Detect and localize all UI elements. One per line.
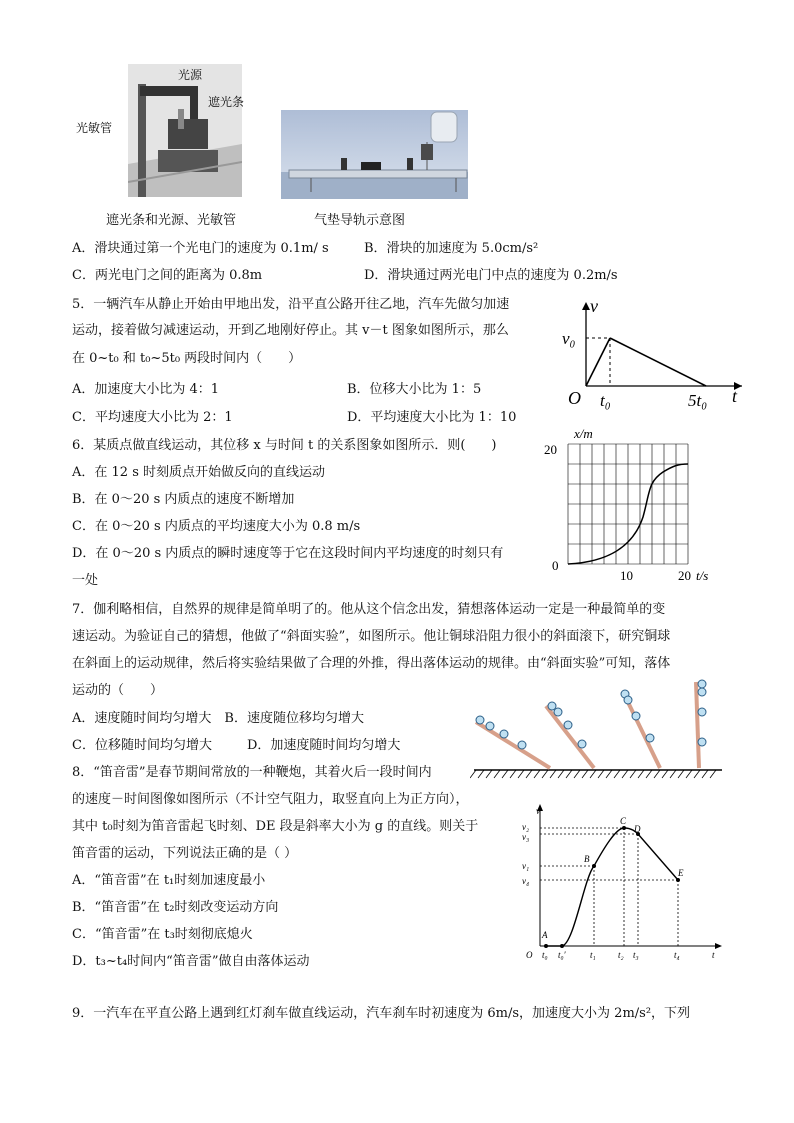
light-gate-illustration <box>128 64 245 197</box>
q5-graph-v-label: v <box>590 296 598 316</box>
q6-xt-graph <box>538 422 722 584</box>
q8-option-d[interactable]: D．t₃~t₄时间内“笛音雷”做自由落体运动 <box>72 954 310 969</box>
q7-option-d[interactable]: D．加速度随时间均匀增大 <box>247 738 401 753</box>
q4-option-a[interactable]: A．滑块通过第一个光电门的速度为 0.1m/ s <box>72 241 329 256</box>
q5-stem-line-2: 运动，接着做匀减速运动，开到乙地刚好停止。其 v－t 图象如图所示，那么 <box>72 323 509 338</box>
photo-air-track <box>281 110 468 199</box>
q6-option-c[interactable]: C．在 0～20 s 内质点的平均速度大小为 0.8 m/s <box>72 519 361 534</box>
q4-option-b[interactable]: B．滑块的加速度为 5.0cm/s² <box>364 241 539 256</box>
q7-option-a-b[interactable]: A．速度随时间均匀增大 B．速度随位移均匀增大 <box>72 711 364 726</box>
q4-option-c[interactable]: C．两光电门之间的距离为 0.8m <box>72 268 263 283</box>
q5-graph-v0-label: v₀ <box>562 329 576 348</box>
q8-graph-point-c: C <box>620 816 627 826</box>
q8-vt-graph <box>516 798 726 962</box>
incline-3 <box>621 690 660 768</box>
q5-option-c[interactable]: C．平均速度大小比为 2：1 <box>72 410 233 425</box>
q6-graph-x-tick-10: 10 <box>620 568 633 583</box>
q6-graph-y-label: x/m <box>574 426 593 441</box>
incline-4 <box>696 680 706 768</box>
q8-vt-curve <box>546 828 678 946</box>
q4-option-d[interactable]: D．滑块通过两光电门中点的速度为 0.2m/s <box>364 268 618 283</box>
q6-stem: 6．某质点做直线运动，其位移 x 与时间 t 的关系图象如图所示．则( ) <box>72 438 497 453</box>
q8-stem-line-1: 8．“笛音雷”是春节期间常放的一种鞭炮，其着火后一段时间内 <box>72 765 432 780</box>
q6-graph-x-tick-20: 20 <box>678 568 691 583</box>
label-shade-strip: 遮光条 <box>208 95 245 109</box>
q5-graph-o-label: O <box>568 388 581 408</box>
incline-1 <box>476 716 550 768</box>
q6-option-a[interactable]: A．在 12 s 时刻质点开始做反向的直线运动 <box>72 465 325 480</box>
q6-graph-y-tick-20: 20 <box>544 442 557 457</box>
q8-graph-v1: v₁ <box>522 861 530 871</box>
q7-stem-line-1: 7．伽利略相信，自然界的规律是简单明了的。他从这个信念出发，猜想落体运动一定是一种最简单的变 <box>72 602 666 617</box>
q8-option-b[interactable]: B．“笛音雷”在 t₂时刻改变运动方向 <box>72 900 279 915</box>
q8-graph-v4: v₄ <box>522 876 530 886</box>
q5-graph-t-label: t <box>732 386 738 406</box>
q8-graph-t: t <box>712 950 715 960</box>
q5-stem-line-3: 在 0~t₀ 和 t₀~5t₀ 两段时间内（ ） <box>72 351 302 366</box>
q7-stem-line-4: 运动的（ ） <box>72 683 164 698</box>
q6-option-d[interactable]: D．在 0～20 s 内质点的瞬时速度等于它在这段时间内平均速度的时刻只有 <box>72 546 504 561</box>
q8-graph-point-a: A <box>542 930 548 940</box>
q6-graph-x-label: t/s <box>696 568 709 583</box>
q8-graph-t0: t₀ <box>542 950 548 960</box>
q5-graph-5t0-label: 5t₀ <box>688 391 708 410</box>
q7-incline-figure <box>470 676 730 780</box>
q5-vt-graph <box>560 294 750 414</box>
q8-graph-point-b: B <box>584 854 590 864</box>
q8-graph-t2: t₂ <box>618 950 624 960</box>
q8-graph-point-d: D <box>634 824 641 834</box>
q9-stem: 9．一汽车在平直公路上遇到红灯刹车做直线运动，汽车刹车时初速度为 6m/s，加速度大小为 2m/s²，下列 <box>72 1006 691 1021</box>
q8-graph-t0-prime: t₀′ <box>558 950 566 960</box>
q5-graph-t0-label: t₀ <box>600 391 611 410</box>
caption-air-track: 气垫导轨示意图 <box>314 213 406 228</box>
q5-option-b[interactable]: B．位移大小比为 1：5 <box>347 382 482 397</box>
q6-option-b[interactable]: B．在 0～20 s 内质点的速度不断增加 <box>72 492 295 507</box>
q8-stem-line-2: 的速度－时间图像如图所示（不计空气阻力，取竖直向上为正方向）， <box>72 792 469 807</box>
photo-light-gate <box>128 64 245 197</box>
q8-graph-v: v <box>536 806 540 816</box>
q8-stem-line-3: 其中 t₀时刻为笛音雷起飞时刻、DE 段是斜率大小为 g 的直线。则关于 <box>72 819 479 834</box>
air-track-illustration <box>281 110 468 199</box>
caption-light-gate: 遮光条和光源、光敏管 <box>106 213 237 228</box>
q8-option-c[interactable]: C．“笛音雷”在 t₃时刻彻底熄火 <box>72 927 253 942</box>
q8-graph-point-e: E <box>678 868 684 878</box>
q7-stem-line-3: 在斜面上的运动规律，然后将实验结果做了合理的外推，得出落体运动的规律。由“斜面实验”可知，落体 <box>72 656 671 671</box>
q8-stem-line-4: 笛音雷的运动，下列说法正确的是（ ） <box>72 846 298 861</box>
q5-option-a[interactable]: A．加速度大小比为 4：1 <box>72 382 220 397</box>
q8-option-a[interactable]: A．“笛音雷”在 t₁时刻加速度最小 <box>72 873 266 888</box>
label-photo-tube: 光敏管 <box>76 121 113 135</box>
q8-graph-t4: t₄ <box>674 950 680 960</box>
incline-2 <box>546 702 594 768</box>
q6-option-d-continued: 一处 <box>72 573 99 588</box>
label-light-source: 光源 <box>178 68 203 82</box>
q8-graph-t1: t₁ <box>590 950 596 960</box>
q5-stem-line-1: 5．一辆汽车从静止开始由甲地出发，沿平直公路开往乙地，汽车先做匀加速 <box>72 297 510 312</box>
q8-graph-v2: v₂ <box>522 822 530 832</box>
q8-graph-t3: t₃ <box>633 950 639 960</box>
q8-graph-origin: O <box>526 950 533 960</box>
q6-graph-origin: 0 <box>552 558 559 573</box>
q5-option-d[interactable]: D．平均速度大小比为 1：10 <box>347 410 517 425</box>
q7-option-c[interactable]: C．位移随时间均匀增大 <box>72 738 212 753</box>
q8-graph-v3: v₃ <box>522 832 530 842</box>
q7-stem-line-2: 速运动。为验证自己的猜想，他做了“斜面实验”，如图所示。他让铜球沿阻力很小的斜面滚下，研究铜球 <box>72 629 671 644</box>
